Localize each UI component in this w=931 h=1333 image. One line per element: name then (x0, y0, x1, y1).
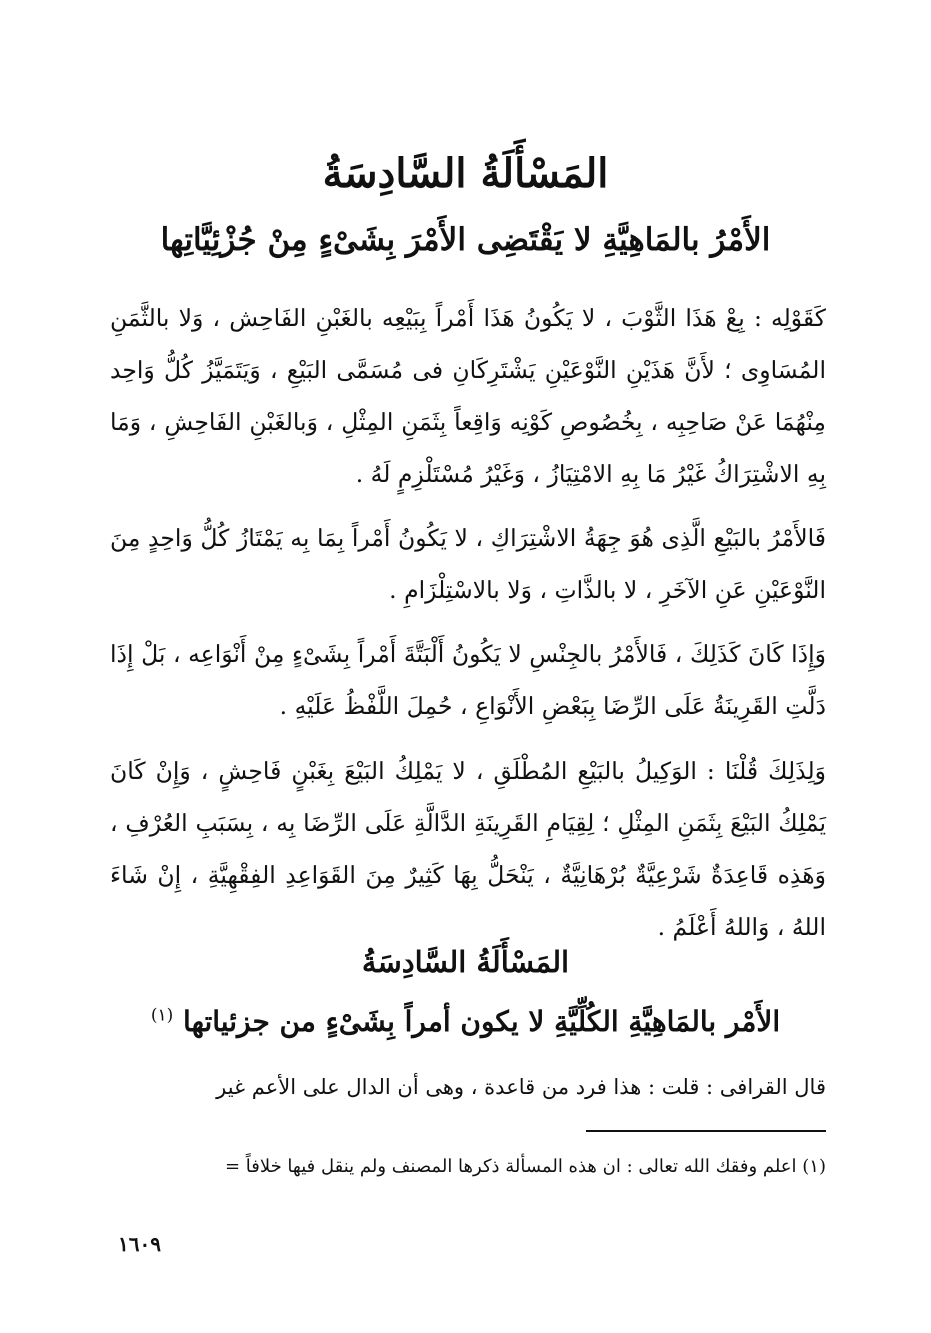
section-subtitle-2-text: الأَمْر بالمَاهِيَّةِ الكُلِّيَّةِ لا يكون أمراً بِشَىْءٍ من جزئياتها (183, 1005, 781, 1038)
paragraph-5: قال القرافى : قلت : هذا فرد من قاعدة ، وهى أن الدال على الأعم غير (216, 1075, 826, 1099)
section-title-2: المَسْأَلَةُ السَّادِسَةُ (361, 945, 570, 979)
section-subtitle: الأَمْرُ بالمَاهِيَّةِ لا يَقْتَضِى الأَمْرَ بِشَىْءٍ مِنْ جُزْئِيَّاتِها (160, 222, 771, 258)
paragraph-4: وَلِذَلِكَ قُلْنَا : الوَكِيلُ بالبَيْعِ المُطْلَقِ ، لا يَمْلِكُ البَيْعَ بِغَبْنٍ فَاحِشٍ ، وَإِنْ كَانَ يَمْلِكُ البَيْعَ بِثَمَنِ المِثْلِ ؛ لِقِيَامِ القَرِينَةِ الدَّالَّةِ عَلَى الرِّضَا بِه ، بِسَبَبِ العُرْفِ ، وَهَذِه قَاعِدَةٌ شَرْعِيَّةٌ بُرْهَانِيَّةٌ ، يَنْحَلُّ بِهَا كَثِيرٌ مِنَ القَوَاعِدِ الفِقْهِيَّةِ ، إِنْ شَاءَ اللهُ ، وَاللهُ أَعْلَمُ . (110, 757, 826, 941)
section-title: المَسْأَلَةُ السَّادِسَةُ (322, 150, 609, 197)
footnote-marker: (١) (150, 1005, 174, 1026)
paragraph-1: كَقَوْلِه : بِعْ هَذَا الثَّوْبَ ، لا يَكُونُ هَذَا أَمْراً بِبَيْعِه بالغَبْنِ الفَاحِش ، وَلا بالثَّمَنِ المُسَاوِى ؛ لأَنَّ هَذَيْنِ النَّوْعَيْنِ يَشْتَرِكَانِ فى مُسَمَّى البَيْعِ ، وَيَتَمَيَّزُ كُلُّ وَاحِد مِنْهُمَا عَنْ صَاحِبِه ، بِخُصُوصِ كَوْنِه وَاقِعاً بِثَمَنِ المِثْلِ ، وَبالغَبْنِ الفَاحِشِ ، وَمَا بِهِ الاشْتِرَاكُ غَيْرُ مَا بِهِ الامْتِيَازُ ، وَغَيْرُ مُسْتَلْزِمٍ لَهُ . (110, 304, 826, 488)
footnote: (١) اعلم وفقك الله تعالى : ان هذه المسألة ذكرها المصنف ولم ينقل فيها خلافاً = (224, 1156, 826, 1177)
section-subtitle-2 (0, 1005, 931, 1038)
page-number: ١٦٠٩ (118, 1232, 161, 1256)
paragraph-3: وَإِذَا كَانَ كَذَلِكَ ، فَالأَمْرُ بالجِنْسِ لا يَكُونُ أَلْبَتَّةَ أَمْراً بِشَىْءٍ مِنْ أَنْوَاعِه ، بَلْ إِذَا دَلَّتِ القَرِينَةُ عَلَى الرِّضَا بِبَعْضِ الأَنْوَاعِ ، حُمِلَ اللَّفْظُ عَلَيْهِ . (110, 640, 826, 720)
footnote-divider (586, 1130, 826, 1132)
paragraph-2: فَالأَمْرُ بالبَيْعِ الَّذِى هُوَ جِهَةُ الاشْتِرَاكِ ، لا يَكُونُ أَمْراً بِمَا بِه يَمْتَازُ كُلُّ وَاحِدٍ مِنَ النَّوْعَيْنِ عَنِ الآخَرِ ، لا بالذَّاتِ ، وَلا بالاسْتِلْزَامِ . (110, 524, 826, 604)
